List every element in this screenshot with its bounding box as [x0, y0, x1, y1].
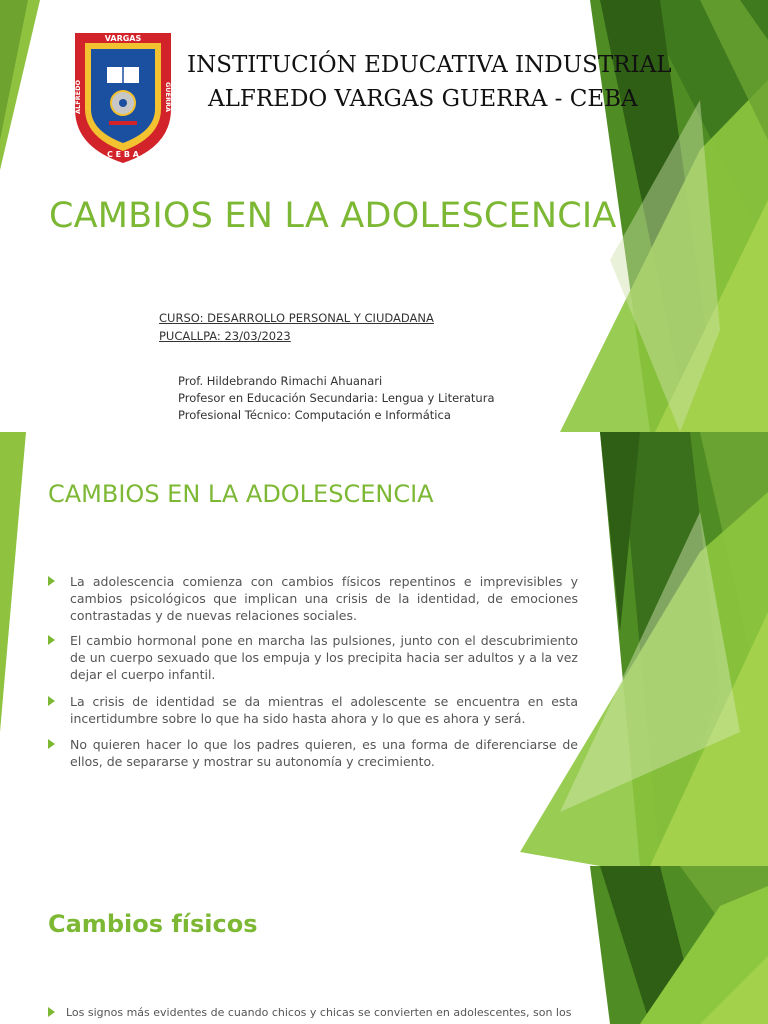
professor-name: Prof. Hildebrando Rimachi Ahuanari	[178, 374, 383, 388]
course-label: CURSO: DESARROLLO PERSONAL Y CIUDADANA	[159, 311, 434, 325]
institution-name-line1: INSTITUCIÓN EDUCATIVA INDUSTRIAL	[187, 52, 672, 78]
bullet-arrow-icon	[48, 635, 55, 645]
professor-title-2: Profesional Técnico: Computación e Informática	[178, 408, 451, 422]
slide-2-title: CAMBIOS EN LA ADOLESCENCIA	[48, 480, 434, 508]
school-crest-logo	[71, 29, 175, 165]
place-date-label: PUCALLPA: 23/03/2023	[159, 329, 291, 343]
bullet-arrow-icon	[48, 696, 55, 706]
bullet-arrow-icon	[48, 576, 55, 586]
slide-3	[0, 866, 768, 1024]
bullet-item: El cambio hormonal pone en marcha las pulsiones, junto con el descubrimiento de un cuerpo sexuado que los empuja y los precipita hacia ser adultos y a la vez dejar el cuerpo infantil.	[48, 632, 578, 683]
slide-1-title: CAMBIOS EN LA ADOLESCENCIA	[49, 196, 617, 236]
slide-2	[0, 432, 768, 866]
svg-text:C E B A: C E B A	[107, 150, 139, 159]
slide-1	[0, 0, 768, 432]
professor-title-1: Profesor en Educación Secundaria: Lengua y Literatura	[178, 391, 495, 405]
bullet-arrow-icon	[48, 1007, 55, 1017]
bullet-item: La crisis de identidad se da mientras el adolescente se encuentra en esta incertidumbre sobre lo que ha sido hasta ahora y lo que es ahora y será.	[48, 693, 578, 727]
bullet-arrow-icon	[48, 739, 55, 749]
green-shapes-decoration	[0, 866, 768, 1024]
slide-3-title: Cambios físicos	[48, 910, 258, 938]
institution-name-line2: ALFREDO VARGAS GUERRA - CEBA	[208, 86, 638, 112]
svg-text:ALFREDO: ALFREDO	[74, 80, 82, 114]
svg-text:VARGAS: VARGAS	[104, 34, 142, 43]
bullet-item: La adolescencia comienza con cambios físicos repentinos e imprevisibles y cambios psicológicos que implican una crisis de la identidad, de emociones contrastadas y de nuevas relaciones sociales.	[48, 573, 578, 624]
svg-text:GUERRA: GUERRA	[164, 81, 172, 113]
bullet-item: Los signos más evidentes de cuando chicos y chicas se convierten en adolescentes, son los	[48, 1004, 578, 1021]
bullet-item: No quieren hacer lo que los padres quieren, es una forma de diferenciarse de ellos, de separarse y mostrar su autonomía y crecimiento.	[48, 736, 578, 770]
